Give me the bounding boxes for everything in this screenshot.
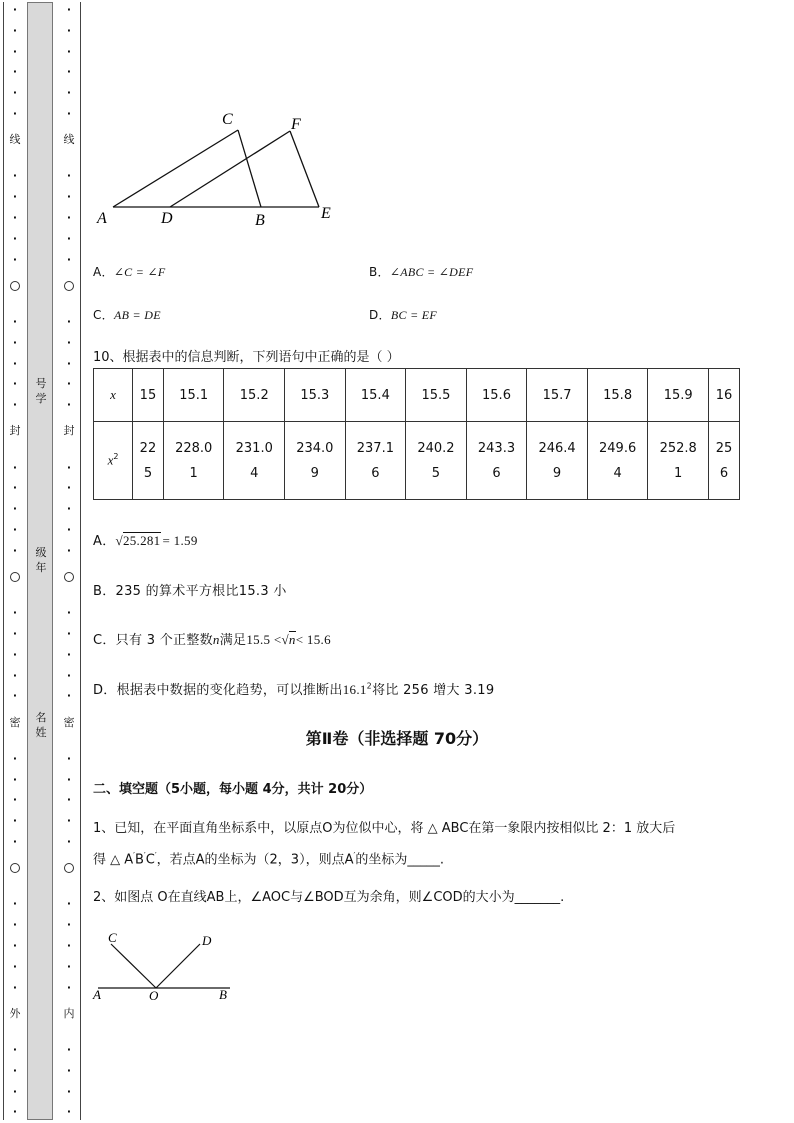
segment-DF	[170, 131, 290, 207]
table-cell-x: 15.4	[345, 369, 406, 422]
outer-mark-wai: 外	[9, 1007, 21, 1020]
margin-dot: ·	[66, 357, 72, 370]
margin-dot: ·	[66, 793, 72, 806]
option-a-label: A．	[93, 265, 114, 279]
point-label-B: B	[255, 212, 265, 229]
q10-option-c: C．只有 3 个正整数n满足15.5 <√n< 15.6	[93, 632, 331, 648]
field-name: 名姓	[35, 711, 47, 739]
point-label-D: D	[161, 210, 173, 227]
fill-question-1-line2: 得 △ A′B′C′，若点A的坐标为（2，3），则点A′的坐标为_____.	[93, 851, 444, 868]
binding-hole-circle	[64, 863, 74, 873]
question-10-stem: 10、根据表中的信息判断，下列语句中正确的是（ ）	[93, 350, 400, 365]
x-squared-base: x	[107, 452, 114, 468]
sqrt-n: n	[288, 632, 296, 647]
margin-dot: ·	[66, 897, 72, 910]
margin-dot: ·	[12, 24, 18, 37]
table-cell-square: 246.4 9	[527, 422, 588, 500]
margin-dot: ·	[66, 24, 72, 37]
margin-dot: ·	[66, 752, 72, 765]
q10-option-a-label: A．	[93, 534, 116, 549]
section-title: 第Ⅱ卷（非选择题 70分）	[305, 729, 489, 748]
inner-mark-feng: 封	[63, 424, 75, 437]
margin-dot: ·	[12, 939, 18, 952]
margin-dot: ·	[12, 669, 18, 682]
q10-option-b: B．235 的算术平方根比15.3 小	[93, 584, 287, 599]
table-cell-square: 231.0 4	[224, 422, 285, 500]
inner-mark-mi: 密	[63, 716, 75, 729]
point-label-F: F	[291, 116, 301, 133]
margin-dot: ·	[66, 232, 72, 245]
option-c-text: AB = DE	[113, 308, 161, 322]
option-c-label: C．	[93, 308, 114, 322]
margin-dot: ·	[12, 1064, 18, 1077]
table-cell-square: 249.6 4	[587, 422, 648, 500]
table-header-x-squared	[94, 422, 133, 500]
margin-dot: ·	[12, 232, 18, 245]
option-a-text: ∠C = ∠F	[113, 265, 166, 279]
margin-dot: ·	[12, 648, 18, 661]
margin-dot: ·	[66, 1043, 72, 1056]
point-label-D2: D	[202, 933, 212, 948]
x-squared-exp: 2	[113, 452, 119, 462]
margin-dot: ·	[12, 835, 18, 848]
margin-right-line	[80, 2, 81, 1120]
option-d-label: D．	[369, 308, 391, 322]
margin-dot: ·	[66, 648, 72, 661]
margin-dot: ·	[66, 523, 72, 536]
point-label-C2: C	[108, 930, 117, 945]
margin-dot: ·	[66, 211, 72, 224]
segment-FE	[290, 131, 319, 207]
margin-dot: ·	[12, 211, 18, 224]
margin-dot: ·	[12, 523, 18, 536]
margin-dot: ·	[12, 1105, 18, 1118]
point-label-A: A	[97, 210, 107, 227]
option-b	[369, 263, 473, 280]
option-b-text: ∠ABC = ∠DEF	[389, 265, 474, 279]
table-header-x: x	[94, 369, 133, 422]
segment-AC	[113, 130, 238, 207]
margin-dot: ·	[66, 960, 72, 973]
table-cell-square: 252.8 1	[648, 422, 709, 500]
table-cell-x: 15	[133, 369, 164, 422]
figure-angles	[88, 925, 248, 1010]
field-grade: 级年	[35, 546, 47, 574]
margin-dot: ·	[66, 377, 72, 390]
margin-left-line	[3, 2, 4, 1120]
table-cell-x: 15.3	[285, 369, 346, 422]
outer-mark-mi: 密	[9, 716, 21, 729]
margin-dot: ·	[66, 398, 72, 411]
table-cell-square: 22 5	[133, 422, 164, 500]
margin-dot: ·	[12, 814, 18, 827]
margin-dot: ·	[12, 315, 18, 328]
point-label-A2: A	[93, 987, 101, 1002]
margin-dot: ·	[66, 481, 72, 494]
margin-dot: ·	[66, 3, 72, 16]
table-cell-square: 228.0 1	[163, 422, 224, 500]
option-c	[93, 306, 161, 323]
outer-mark-feng: 封	[9, 424, 21, 437]
option-d	[369, 306, 437, 323]
margin-dot: ·	[66, 336, 72, 349]
option-a	[93, 263, 165, 280]
table-cell-x: 15.9	[648, 369, 709, 422]
margin-dot: ·	[12, 606, 18, 619]
margin-dot: ·	[66, 315, 72, 328]
margin-dot: ·	[66, 627, 72, 640]
margin-dot: ·	[12, 398, 18, 411]
margin-dot: ·	[66, 606, 72, 619]
margin-dot: ·	[12, 897, 18, 910]
table-cell-x: 16	[708, 369, 739, 422]
option-d-text: BC = EF	[390, 308, 438, 322]
margin-dot: ·	[66, 190, 72, 203]
margin-dot: ·	[66, 65, 72, 78]
margin-dot: ·	[12, 918, 18, 931]
margin-dot: ·	[12, 3, 18, 16]
table-cell-x: 15.5	[406, 369, 467, 422]
sqrt-radicand: 25.281	[122, 533, 161, 548]
outer-mark-xian: 线	[9, 133, 21, 146]
field-student-number: 号学	[35, 377, 47, 405]
margin-dot: ·	[12, 253, 18, 266]
table-cell-x: 15.6	[466, 369, 527, 422]
binding-hole-circle	[64, 572, 74, 582]
margin-dot: ·	[66, 773, 72, 786]
margin-dot: ·	[66, 981, 72, 994]
square-table	[93, 368, 740, 500]
point-label-E: E	[321, 205, 331, 222]
point-label-C: C	[222, 111, 233, 128]
q10-option-a: A．√25.281 = 1.59	[93, 533, 198, 549]
margin-dot: ·	[66, 918, 72, 931]
table-cell-x: 15.1	[163, 369, 224, 422]
binding-hole-circle	[10, 572, 20, 582]
binding-hole-circle	[10, 863, 20, 873]
table-cell-x: 15.2	[224, 369, 285, 422]
fill-question-1-line1: 1、已知，在平面直角坐标系中，以原点O为位似中心，将 △ ABC在第一象限内按相似比 2：1 放大后	[93, 821, 676, 836]
margin-dot: ·	[66, 835, 72, 848]
margin-dot: ·	[66, 544, 72, 557]
table-cell-square: 240.2 5	[406, 422, 467, 500]
margin-dot: ·	[66, 814, 72, 827]
margin-dot: ·	[12, 357, 18, 370]
margin-dot: ·	[66, 253, 72, 266]
q10-option-a-result: = 1.59	[162, 533, 198, 548]
fill-question-2: 2、如图点 O在直线AB上，∠AOC与∠BOD互为余角，则∠COD的大小为_______.	[93, 890, 565, 905]
table-cell-square: 237.1 6	[345, 422, 406, 500]
margin-dot: ·	[12, 502, 18, 515]
margin-dot: ·	[66, 461, 72, 474]
margin-dot: ·	[12, 689, 18, 702]
margin-dot: ·	[12, 627, 18, 640]
option-b-label: B．	[369, 265, 390, 279]
var-n: n	[212, 632, 220, 647]
table-cell-square: 234.0 9	[285, 422, 346, 500]
margin-dot: ·	[66, 1085, 72, 1098]
table-cell-square: 25 6	[708, 422, 739, 500]
margin-dot: ·	[66, 1064, 72, 1077]
point-label-B2: B	[219, 987, 227, 1002]
margin-dot: ·	[12, 981, 18, 994]
margin-dot: ·	[12, 45, 18, 58]
point-label-O: O	[149, 988, 159, 1003]
margin-dot: ·	[66, 502, 72, 515]
margin-dot: ·	[66, 169, 72, 182]
margin-dot: ·	[66, 45, 72, 58]
margin-dot: ·	[12, 190, 18, 203]
inner-mark-nei: 内	[63, 1007, 75, 1020]
margin-dot: ·	[12, 544, 18, 557]
margin-dot: ·	[66, 689, 72, 702]
margin-dot: ·	[12, 481, 18, 494]
table-cell-x: 15.8	[587, 369, 648, 422]
binding-hole-circle	[64, 281, 74, 291]
margin-dot: ·	[66, 86, 72, 99]
inner-mark-xian: 线	[63, 133, 75, 146]
ray-OD	[156, 944, 200, 988]
margin-dot: ·	[12, 169, 18, 182]
section-subtitle: 二、填空题（5小题，每小题 4分，共计 20分）	[93, 782, 373, 797]
margin-dot: ·	[66, 669, 72, 682]
margin-dot: ·	[66, 939, 72, 952]
margin-dot: ·	[66, 107, 72, 120]
table-cell-x: 15.7	[527, 369, 588, 422]
binding-hole-circle	[10, 281, 20, 291]
margin-dot: ·	[12, 86, 18, 99]
margin-dot: ·	[12, 377, 18, 390]
table-cell-square: 243.3 6	[466, 422, 527, 500]
q10-option-d: D．根据表中数据的变化趋势，可以推断出16.1$^2$将比 256 增大 3.19	[93, 681, 495, 698]
margin-dot: ·	[12, 336, 18, 349]
margin-dot: ·	[66, 1105, 72, 1118]
margin-dot: ·	[12, 793, 18, 806]
margin-dot: ·	[12, 1085, 18, 1098]
figure-triangles	[90, 100, 350, 240]
margin-dot: ·	[12, 960, 18, 973]
fill-question-1	[93, 815, 743, 873]
margin-dot: ·	[12, 773, 18, 786]
ray-OC	[111, 944, 156, 988]
margin-dot: ·	[12, 752, 18, 765]
margin-dot: ·	[12, 65, 18, 78]
margin-dot: ·	[12, 107, 18, 120]
margin-dot: ·	[12, 461, 18, 474]
margin-dot: ·	[12, 1043, 18, 1056]
segment-CB	[238, 130, 261, 207]
